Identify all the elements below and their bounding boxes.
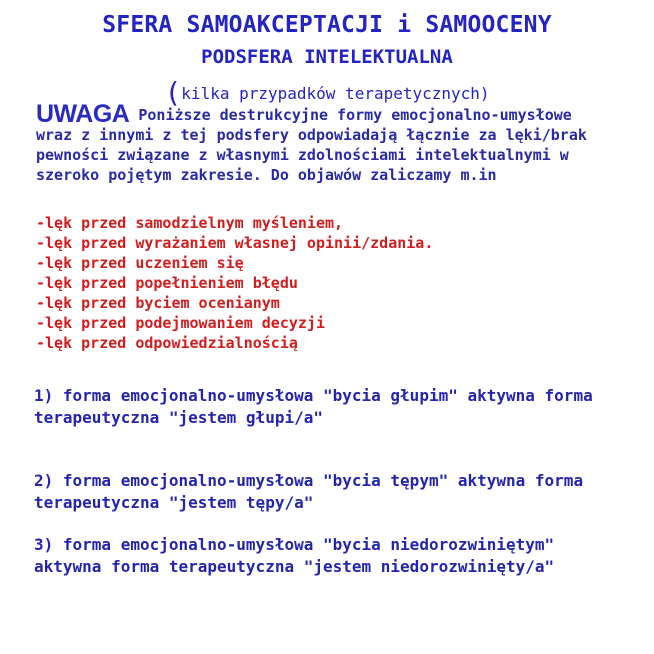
note-open-paren: ( xyxy=(164,76,182,109)
symptom-item: -lęk przed wyrażaniem własnej opinii/zdania. xyxy=(36,234,434,252)
case-line: terapeutyczna "jestem głupi/a" xyxy=(34,408,323,427)
warning-line xyxy=(36,100,587,128)
warning-text-line: wraz z innymi z tej podsfery odpowiadają łącznie za lęki/brak xyxy=(36,126,587,144)
case-2 xyxy=(34,470,583,514)
warning-text-line: szeroko pojętym zakresie. Do objawów zaliczamy m.in xyxy=(36,166,497,184)
case-line: 2) forma emocjonalno-umysłowa "bycia tępym" aktywna forma xyxy=(34,471,584,490)
warning-text-line: Poniższe destrukcyjne formy emocjonalno-umysłowe xyxy=(138,106,572,124)
symptom-item: -lęk przed byciem ocenianym xyxy=(36,294,280,312)
symptom-item: -lęk przed odpowiedzialnością xyxy=(36,334,298,352)
warning-paragraph xyxy=(36,100,587,185)
symptom-item: -lęk przed podejmowaniem decyzji xyxy=(36,314,325,332)
warning-text-line: pewności związane z własnymi zdolnościami intelektualnymi w xyxy=(36,146,569,164)
note-text: kilka przypadków terapetycznych) xyxy=(181,84,490,103)
case-line: aktywna forma terapeutyczna "jestem niedorozwinięty/a" xyxy=(34,557,555,576)
case-1 xyxy=(34,385,593,429)
page-subtitle: PODSFERA INTELEKTUALNA xyxy=(201,46,453,68)
page-title: SFERA SAMOAKCEPTACJI i SAMOOCENY xyxy=(102,12,552,38)
warning-label: UWAGA xyxy=(36,100,130,128)
case-3 xyxy=(34,534,554,578)
case-line: 3) forma emocjonalno-umysłowa "bycia niedorozwiniętym" xyxy=(34,535,555,554)
case-line: 1) forma emocjonalno-umysłowa "bycia głupim" aktywna forma xyxy=(34,386,593,405)
case-line: terapeutyczna "jestem tępy/a" xyxy=(34,493,314,512)
symptom-item: -lęk przed popełnieniem błędu xyxy=(36,274,298,292)
symptom-item: -lęk przed uczeniem się xyxy=(36,254,244,272)
symptom-item: -lęk przed samodzielnym myśleniem, xyxy=(36,214,344,232)
symptom-list xyxy=(36,213,433,353)
